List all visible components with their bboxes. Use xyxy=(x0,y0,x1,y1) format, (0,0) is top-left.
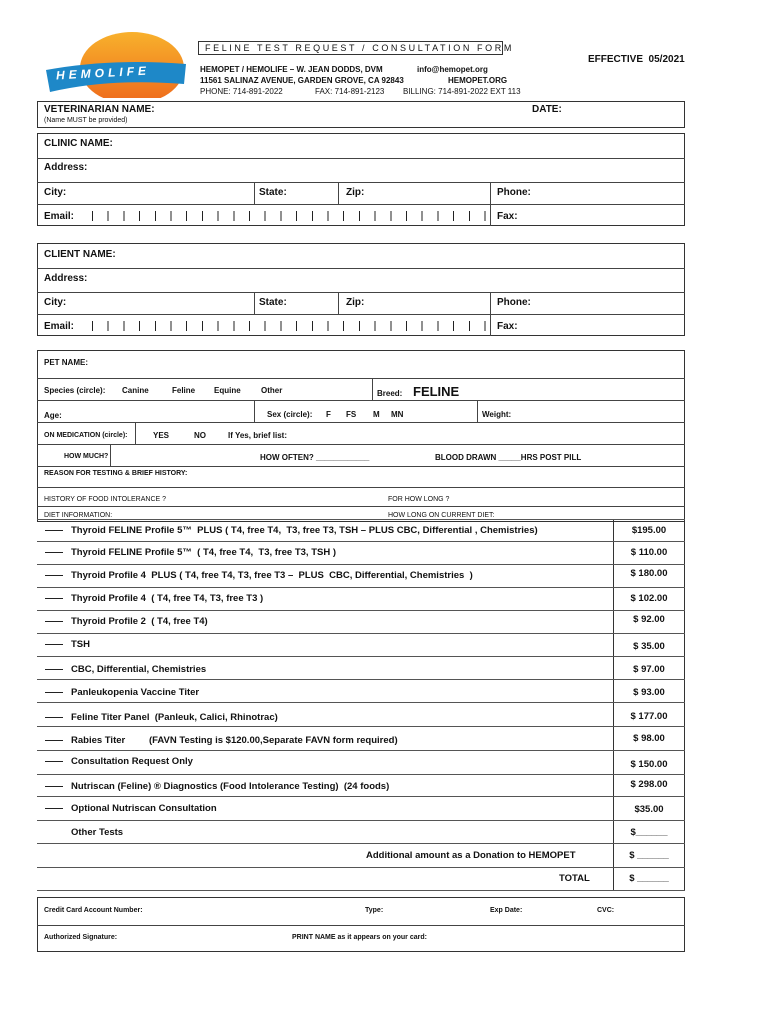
form-title-box xyxy=(198,41,514,55)
pet-name-label: PET NAME: xyxy=(44,358,88,367)
divider xyxy=(254,400,255,422)
test-label: Consultation Request Only xyxy=(71,756,193,767)
divider xyxy=(37,466,685,467)
checkbox-line[interactable] xyxy=(45,692,63,693)
test-row[interactable] xyxy=(37,657,685,680)
checkbox-line[interactable] xyxy=(45,740,63,741)
client-name-label: CLIENT NAME: xyxy=(44,249,116,260)
test-label: TSH xyxy=(71,639,90,650)
divider xyxy=(477,400,478,422)
test-row[interactable] xyxy=(37,588,685,611)
clinic-state-label: State: xyxy=(259,187,287,198)
test-label: Thyroid FELINE Profile 5™ ( T4, free T4, T3, free T3, TSH ) xyxy=(71,547,336,558)
test-row[interactable] xyxy=(37,634,685,657)
test-price: $ 98.00 xyxy=(633,733,665,744)
test-label: Panleukopenia Vaccine Titer xyxy=(71,687,200,698)
sex-option-m[interactable]: M xyxy=(373,410,380,419)
cvc-label: CVC: xyxy=(597,907,615,914)
test-row[interactable] xyxy=(37,703,685,727)
effective-date: EFFECTIVE 05/2021 xyxy=(588,54,685,65)
clinic-zip-label: Zip: xyxy=(346,187,365,198)
client-email-label: Email: xyxy=(44,321,75,332)
checkbox-line[interactable] xyxy=(45,786,63,787)
clinic-email-label: Email: xyxy=(44,211,75,222)
species-label: Species (circle): xyxy=(44,386,106,395)
checkbox-line[interactable] xyxy=(45,717,63,718)
test-price: $195.00 xyxy=(631,525,667,536)
checkbox-line[interactable] xyxy=(45,808,63,809)
test-row[interactable] xyxy=(37,680,685,703)
test-price: $ 97.00 xyxy=(633,664,665,675)
divider xyxy=(37,487,685,488)
divider xyxy=(37,314,685,315)
clinic-email-boxes[interactable] xyxy=(92,211,490,221)
age-label: Age: xyxy=(44,411,62,420)
client-city-label: City: xyxy=(44,297,67,308)
divider xyxy=(110,444,111,466)
test-row[interactable] xyxy=(37,611,685,634)
species-option-feline[interactable]: Feline xyxy=(172,386,196,395)
how-often-label: HOW OFTEN? ____________ xyxy=(260,453,370,462)
test-label: Rabies Titer (FAVN Testing is $120.00,Separate FAVN form required) xyxy=(71,735,398,746)
test-price: $ 35.00 xyxy=(633,641,665,652)
test-label: Thyroid Profile 4 ( T4, free T4, T3, free T3 ) xyxy=(71,593,264,604)
sex-option-fs[interactable]: FS xyxy=(346,410,357,419)
test-row[interactable] xyxy=(37,751,685,775)
food-how-long-label: FOR HOW LONG ? xyxy=(388,496,450,503)
checkbox-line[interactable] xyxy=(45,552,63,553)
org-address: 11561 SALINAZ AVENUE, GARDEN GROVE, CA 92843 xyxy=(200,76,404,85)
divider xyxy=(37,378,685,379)
test-row[interactable] xyxy=(37,565,685,588)
species-option-other[interactable]: Other xyxy=(261,386,283,395)
checkbox-line[interactable] xyxy=(45,761,63,762)
diet-how-long-label: HOW LONG ON CURRENT DIET: xyxy=(388,512,495,519)
card-type-label: Type: xyxy=(365,907,384,914)
test-label: Feline Titer Panel (Panleuk, Calici, Rhinotrac) xyxy=(71,712,278,723)
divider xyxy=(37,292,685,293)
divider xyxy=(37,506,685,507)
divider xyxy=(37,204,685,205)
total-label: TOTAL xyxy=(559,873,590,884)
test-label: Thyroid Profile 4 PLUS ( T4, free T4, T3, free T3 – PLUS CBC, Differential, Chemistries ) xyxy=(71,570,473,581)
donation-price[interactable]: $ ______ xyxy=(629,850,669,861)
checkbox-line[interactable] xyxy=(45,669,63,670)
checkbox-line[interactable] xyxy=(45,530,63,531)
medication-label: ON MEDICATION (circle): xyxy=(44,432,128,439)
divider xyxy=(254,182,255,204)
other-tests-label: Other Tests xyxy=(71,827,124,838)
sex-option-mn[interactable]: MN xyxy=(391,410,404,419)
checkbox-line[interactable] xyxy=(45,598,63,599)
test-label: Thyroid Profile 2 ( T4, free T4) xyxy=(71,616,208,627)
other-tests-row[interactable] xyxy=(37,821,685,844)
client-zip-label: Zip: xyxy=(346,297,365,308)
donation-label: Additional amount as a Donation to HEMOPET xyxy=(366,850,576,861)
sex-option-f[interactable]: F xyxy=(326,410,331,419)
divider xyxy=(254,292,255,314)
test-price: $ 92.00 xyxy=(633,614,665,625)
brief-list-label: If Yes, brief list: xyxy=(228,431,287,440)
logo-text: HEMOLIFE xyxy=(55,63,151,83)
species-option-equine[interactable]: Equine xyxy=(214,386,241,395)
breed-label: Breed: xyxy=(377,389,403,398)
org-fax: FAX: 714-891-2123 xyxy=(315,87,385,96)
divider xyxy=(37,444,685,445)
weight-label: Weight: xyxy=(482,410,512,419)
clinic-address-label: Address: xyxy=(44,162,88,173)
divider xyxy=(372,378,373,400)
date-label: DATE: xyxy=(532,104,562,115)
food-history-label: HISTORY OF FOOD INTOLERANCE ? xyxy=(44,496,167,503)
test-price: $ 110.00 xyxy=(630,547,668,558)
divider xyxy=(135,422,136,444)
divider xyxy=(37,182,685,183)
test-price: $ 177.00 xyxy=(630,711,668,722)
clinic-city-label: City: xyxy=(44,187,67,198)
test-label: CBC, Differential, Chemistries xyxy=(71,664,207,675)
how-much-label: HOW MUCH? xyxy=(64,453,109,460)
sex-label: Sex (circle): xyxy=(267,410,313,419)
divider xyxy=(37,158,685,159)
divider xyxy=(37,268,685,269)
diet-label: DIET INFORMATION: xyxy=(44,512,113,519)
test-price: $ 180.00 xyxy=(630,568,668,579)
test-row[interactable] xyxy=(37,542,685,565)
client-phone-label: Phone: xyxy=(497,297,531,308)
org-email: info@hemopet.org xyxy=(417,65,488,74)
client-state-label: State: xyxy=(259,297,287,308)
blood-drawn-label: BLOOD DRAWN _____HRS POST PILL xyxy=(435,453,582,462)
total-price[interactable]: $ ______ xyxy=(629,873,669,884)
vet-name-note: (Name MUST be provided) xyxy=(44,117,128,124)
test-label: Nutriscan (Feline) ® Diagnostics (Food Intolerance Testing) (24 foods) xyxy=(71,781,390,792)
clinic-phone-label: Phone: xyxy=(497,187,531,198)
test-row[interactable] xyxy=(37,519,685,542)
client-fax-label: Fax: xyxy=(497,321,518,332)
divider xyxy=(338,182,339,204)
org-phone: PHONE: 714-891-2022 xyxy=(200,87,283,96)
clinic-name-label: CLINIC NAME: xyxy=(44,138,113,149)
divider xyxy=(37,925,685,926)
reason-label: REASON FOR TESTING & BRIEF HISTORY: xyxy=(44,470,188,477)
client-address-label: Address: xyxy=(44,273,88,284)
test-price: $ 93.00 xyxy=(633,687,665,698)
signature-label: Authorized Signature: xyxy=(44,934,118,941)
client-email-boxes[interactable] xyxy=(92,321,490,331)
test-row[interactable] xyxy=(37,775,685,797)
divider xyxy=(338,292,339,314)
test-price: $ 150.00 xyxy=(630,759,668,770)
exp-date-label: Exp Date: xyxy=(490,907,523,914)
test-label: Thyroid FELINE Profile 5™ PLUS ( T4, free T4, T3, free T3, TSH – PLUS CBC, Differential , Chemistries) xyxy=(71,525,538,536)
breed-value: FELINE xyxy=(413,384,460,399)
checkbox-line[interactable] xyxy=(45,644,63,645)
form-title: FELINE TEST REQUEST / CONSULTATION FORM xyxy=(205,43,514,53)
card-number-label: Credit Card Account Number: xyxy=(44,907,143,914)
test-price: $ 102.00 xyxy=(630,593,668,604)
test-price: $35.00 xyxy=(634,804,664,815)
test-row[interactable] xyxy=(37,797,685,821)
total-row xyxy=(37,868,685,891)
checkbox-line[interactable] xyxy=(45,621,63,622)
print-name-label: PRINT NAME as it appears on your card: xyxy=(292,934,427,941)
clinic-fax-label: Fax: xyxy=(497,211,518,222)
species-option-canine[interactable]: Canine xyxy=(122,386,149,395)
test-list xyxy=(37,519,685,891)
donation-row[interactable] xyxy=(37,844,685,868)
org-line: HEMOPET / HEMOLIFE – W. JEAN DODDS, DVM xyxy=(200,65,383,74)
divider xyxy=(37,400,685,401)
checkbox-line[interactable] xyxy=(45,575,63,576)
hemolife-logo xyxy=(40,28,190,98)
test-price: $ 298.00 xyxy=(630,779,668,790)
test-row[interactable] xyxy=(37,727,685,751)
other-tests-price[interactable]: $______ xyxy=(630,827,668,838)
org-website: HEMOPET.ORG xyxy=(448,76,508,85)
org-billing: BILLING: 714-891-2022 EXT 113 xyxy=(403,87,521,96)
vet-name-label: VETERINARIAN NAME: xyxy=(44,104,155,115)
medication-yes[interactable]: YES xyxy=(153,431,170,440)
test-label: Optional Nutriscan Consultation xyxy=(71,803,217,814)
medication-no[interactable]: NO xyxy=(194,431,206,440)
